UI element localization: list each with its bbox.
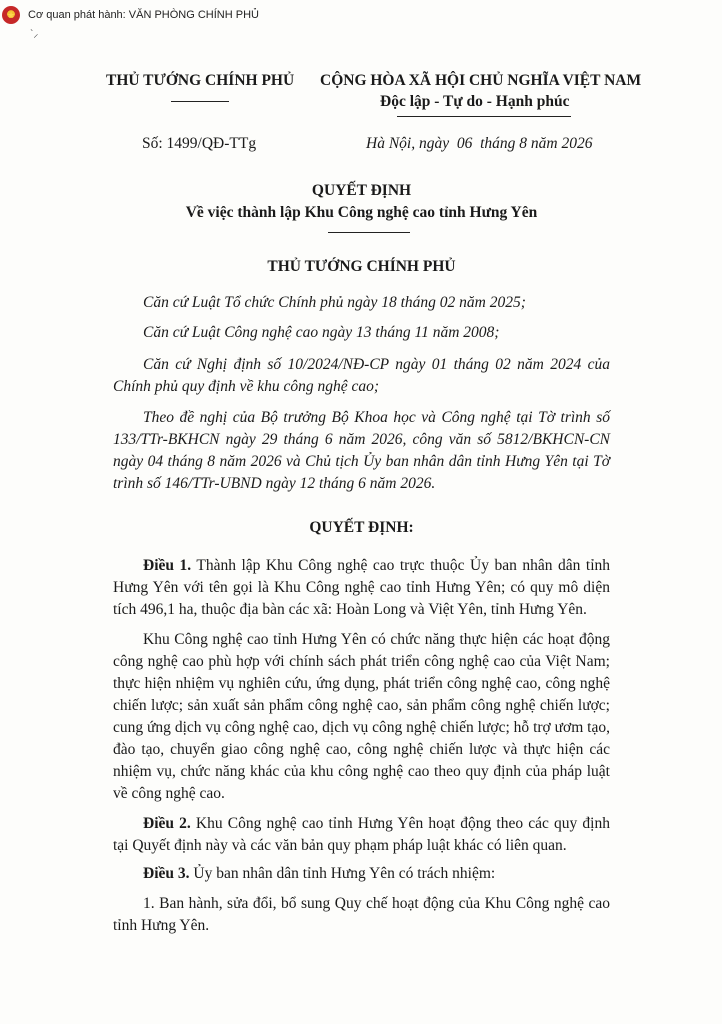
country-name: CỘNG HÒA XÃ HỘI CHỦ NGHĨA VIỆT NAM	[320, 72, 642, 89]
pen-mark-icon: `⸝	[30, 29, 39, 40]
national-emblem-icon: ★	[2, 6, 20, 24]
issuing-authority: THỦ TƯỚNG CHÍNH PHỦ	[106, 72, 295, 89]
national-motto: Độc lập - Tự do - Hạnh phúc	[380, 93, 570, 110]
legal-basis-4: Theo đề nghị của Bộ trưởng Bộ Khoa học và Công nghệ tại Tờ trình số 133/TTr-BKHCN ngày 29 tháng 6 năm 2026, công văn số 5812/BKHCN-CN ngày 04 tháng 8 năm 2026 và Chủ tịch Ủy ban nhân dân tỉnh Hưng Yên tại Tờ trình số 146/TTr-UBND ngày 12 tháng 6 năm 2026.	[113, 409, 610, 492]
legal-basis-1: Căn cứ Luật Tổ chức Chính phủ ngày 18 tháng 02 năm 2025;	[143, 294, 526, 311]
article-3-item-1: 1. Ban hành, sửa đổi, bổ sung Quy chế hoạt động của Khu Công nghệ cao tỉnh Hưng Yên.	[113, 895, 610, 934]
article-2-text: Khu Công nghệ cao tỉnh Hưng Yên hoạt động theo các quy định tại Quyết định này và các văn bản quy phạm pháp luật khác có liên quan.	[113, 815, 610, 854]
place-date: Hà Nội, ngày 06 tháng 8 năm 2026	[366, 135, 593, 152]
article-3-label: Điều 3.	[143, 865, 190, 882]
legal-basis-2: Căn cứ Luật Công nghệ cao ngày 13 tháng 11 năm 2008;	[143, 324, 500, 341]
article-2-label: Điều 2.	[143, 815, 191, 832]
publisher-text: Cơ quan phát hành: VĂN PHÒNG CHÍNH PHỦ	[28, 9, 259, 21]
decision-heading: QUYẾT ĐỊNH:	[309, 519, 414, 536]
article-1-label: Điều 1.	[143, 557, 192, 574]
document-type: QUYẾT ĐỊNH	[311, 182, 412, 199]
publisher-bar	[0, 4, 259, 26]
title-underline	[328, 232, 410, 233]
document-subject: Về việc thành lập Khu Công nghệ cao tỉnh Hưng Yên	[185, 204, 538, 221]
article-1	[113, 555, 610, 621]
document-number: Số: 1499/QĐ-TTg	[142, 135, 257, 152]
authority-underline	[171, 101, 229, 102]
article-2	[113, 813, 610, 857]
article-1-paragraph-2: Khu Công nghệ cao tỉnh Hưng Yên có chức năng thực hiện các hoạt động công nghệ cao phù hợp với chính sách phát triển công nghệ cao của Việt Nam; thực hiện nhiệm vụ nghiên cứu, ứng dụng, phát triển công nghệ cao, công nghệ chiến lược; sản xuất sản phẩm công nghệ cao, sản phẩm công nghệ chiến lược; cung ứng dịch vụ công nghệ cao, dịch vụ công nghệ chiến lược; hỗ trợ ươm tạo, đào tạo, chuyển giao công nghệ cao, công nghệ chiến lược và thực hiện các nhiệm vụ, chức năng khác của khu công nghệ cao theo quy định của pháp luật về công nghệ cao.	[113, 631, 610, 802]
motto-underline	[397, 116, 571, 117]
article-3	[113, 863, 610, 885]
legal-basis-3: Căn cứ Nghị định số 10/2024/NĐ-CP ngày 01 tháng 02 năm 2024 của Chính phủ quy định về khu công nghệ cao;	[113, 356, 610, 395]
authority-heading: THỦ TƯỚNG CHÍNH PHỦ	[267, 258, 456, 275]
article-3-text: Ủy ban nhân dân tỉnh Hưng Yên có trách nhiệm:	[189, 865, 496, 882]
article-1-text: Thành lập Khu Công nghệ cao trực thuộc Ủy ban nhân dân tỉnh Hưng Yên với tên gọi là Khu Công nghệ cao tỉnh Hưng Yên; có quy mô diện tích 496,1 ha, thuộc địa bàn các xã: Hoàn Long và Việt Yên, tỉnh Hưng Yên.	[113, 557, 611, 618]
